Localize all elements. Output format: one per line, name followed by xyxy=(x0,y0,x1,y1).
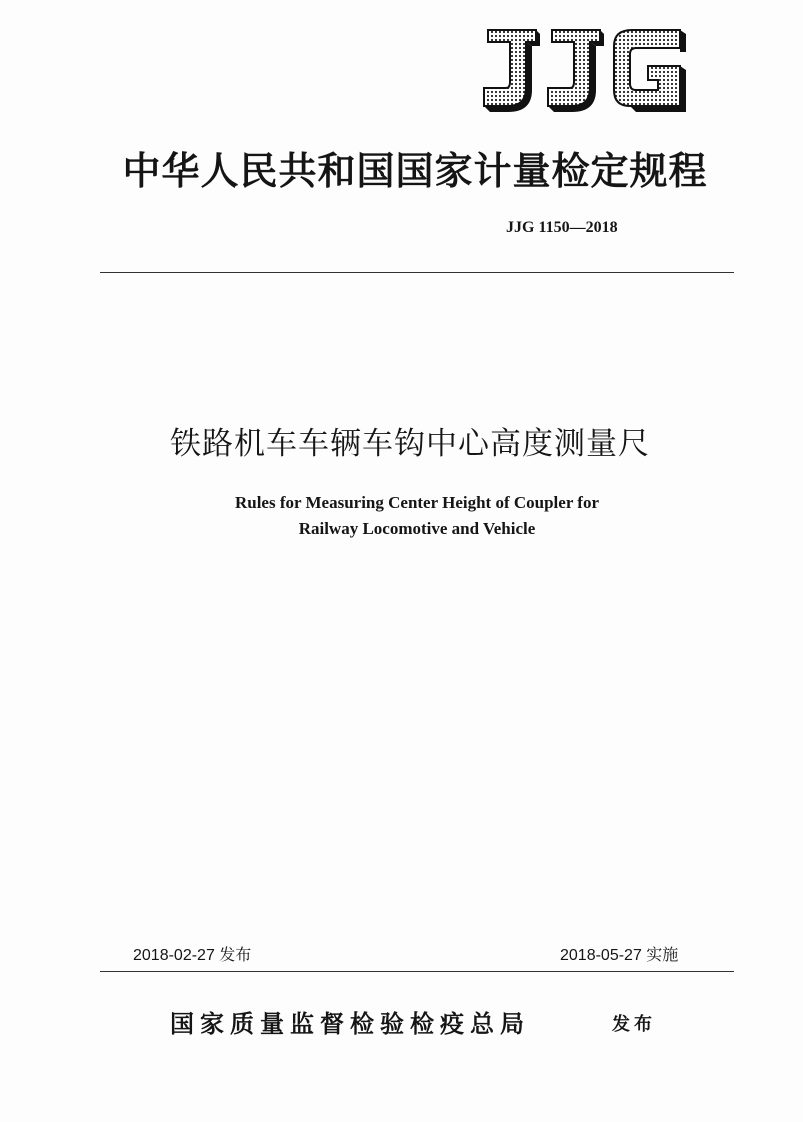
standard-code: JJG 1150—2018 xyxy=(506,219,618,236)
document-title-zh: 铁路机车车辆车钩中心高度测量尺 xyxy=(170,426,650,462)
logo-letter-j1 xyxy=(484,30,540,112)
publish-label: 发布 xyxy=(612,1014,656,1035)
title-en-line2: Railway Locomotive and Vehicle xyxy=(298,519,536,538)
publisher-name: 国家质量监督检验检疫总局 xyxy=(170,1009,530,1038)
logo-letter-g xyxy=(614,30,686,112)
logo-letter-j2 xyxy=(548,30,604,112)
effective-date: 2018-05-27 实施 xyxy=(560,947,679,964)
regulation-series-title: 中华人民共和国国家计量检定规程 xyxy=(122,148,708,193)
issue-date: 2018-02-27 发布 xyxy=(133,947,252,964)
title-en-line1: Rules for Measuring Center Height of Coupler for xyxy=(234,493,600,512)
document-title-en xyxy=(100,490,734,542)
jjg-logo xyxy=(470,22,692,118)
top-divider xyxy=(100,272,734,273)
bottom-divider xyxy=(100,971,734,972)
